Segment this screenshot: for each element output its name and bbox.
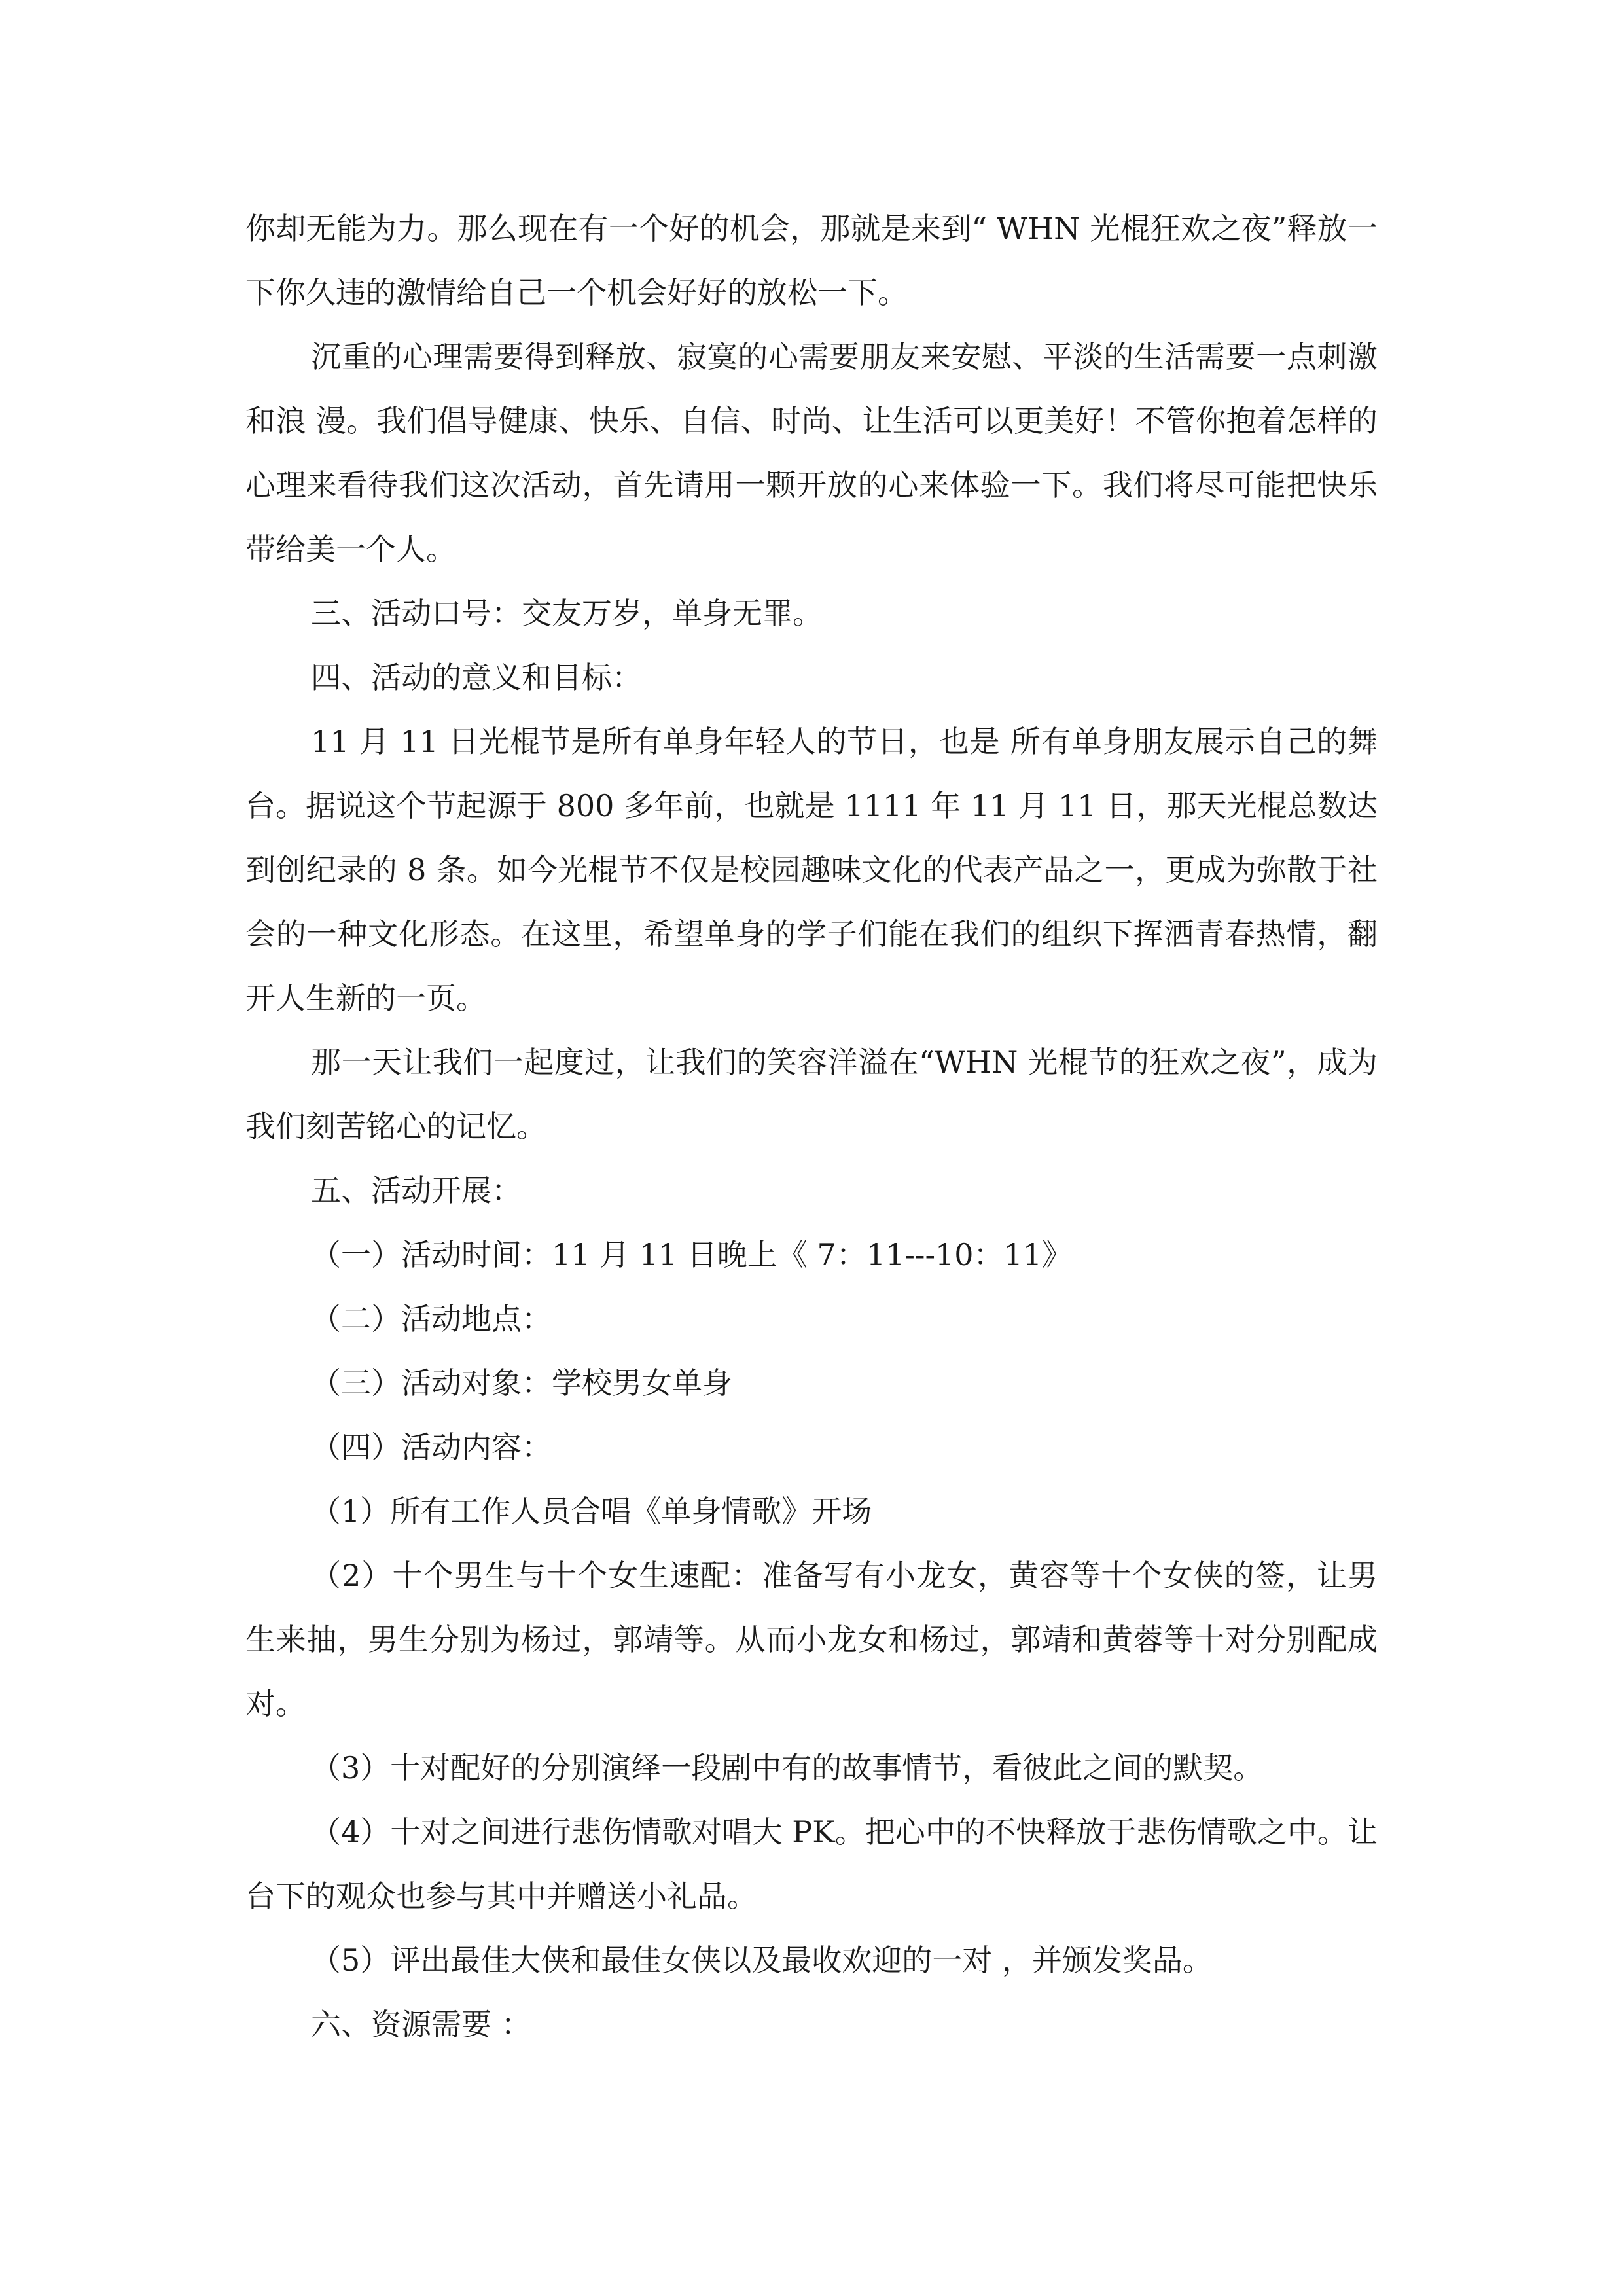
content-item-3: （3）十对配好的分别演绎一段剧中有的故事情节，看彼此之间的默契。	[311, 1750, 1264, 1785]
content-item-4: （4）十对之间进行悲伤情歌对唱大 PK。把心中的不快释放于悲伤情歌之中。让台下的观众也参与其中并赠送小礼品。	[245, 1814, 1378, 1914]
item-audience: （三）活动对象：学校男女单身	[311, 1365, 732, 1401]
content-item-2: （2）十个男生与十个女生速配：准备写有小龙女，黄容等十个女侠的签，让男生来抽，男生分别为杨过，郭靖等。从而小龙女和杨过，郭靖和黄蓉等十对分别配成对。	[245, 1558, 1378, 1721]
document-body	[245, 196, 1378, 2056]
item-content: （四）活动内容：	[311, 1429, 552, 1465]
content-item-5: （5）评出最佳大侠和最佳女侠以及最收欢迎的一对 ，并颁发奖品。	[311, 1943, 1213, 1978]
heading-purpose: 四、活动的意义和目标：	[311, 660, 642, 695]
content-item-1: （1）所有工作人员合唱《单身情歌》开场	[311, 1494, 872, 1529]
paragraph-motivation: 沉重的心理需要得到释放、寂寞的心需要朋友来安慰、平淡的生活需要一点刺激和浪 漫。我们倡导健康、快乐、自信、时尚、让生活可以更美好！不管你抱着怎样的心理来看待我们这次活动，首先请用一颗开放的心来体验一下。我们将尽可能把快乐 带给美一个人。	[245, 339, 1378, 567]
paragraph-continuation: 你却无能为力。那么现在有一个好的机会，那就是来到“ WHN 光棍狂欢之夜”释放一下你久违的激情给自己一个机会好好的放松一下。	[245, 211, 1378, 310]
heading-activity: 五、活动开展：	[311, 1173, 522, 1208]
item-time: （一）活动时间：11 月 11 日晚上《 7：11---10：11》	[311, 1237, 1073, 1272]
paragraph-purpose: 11 月 11 日光棍节是所有单身年轻人的节日，也是 所有单身朋友展示自己的舞台。据说这个节起源于 800 多年前，也就是 1111 年 11 月 11 日，那天光棍总数达到创纪录的 8 条。如今光棍节不仅是校园趣味文化的代表产品之一，更成为弥散于社会的一种文化形态。在这里，希望单身的学子们能在我们的组织下挥洒青春热情，翻开人生新的一页。	[245, 724, 1378, 1016]
paragraph-memory: 那一天让我们一起度过，让我们的笑容洋溢在“WHN 光棍节的狂欢之夜”，成为我们刻苦铭心的记忆。	[245, 1045, 1378, 1144]
heading-slogan: 三、活动口号：交友万岁，单身无罪。	[311, 596, 823, 631]
heading-resources: 六、资源需要 ：	[311, 2007, 531, 2042]
item-location: （二）活动地点：	[311, 1301, 552, 1336]
